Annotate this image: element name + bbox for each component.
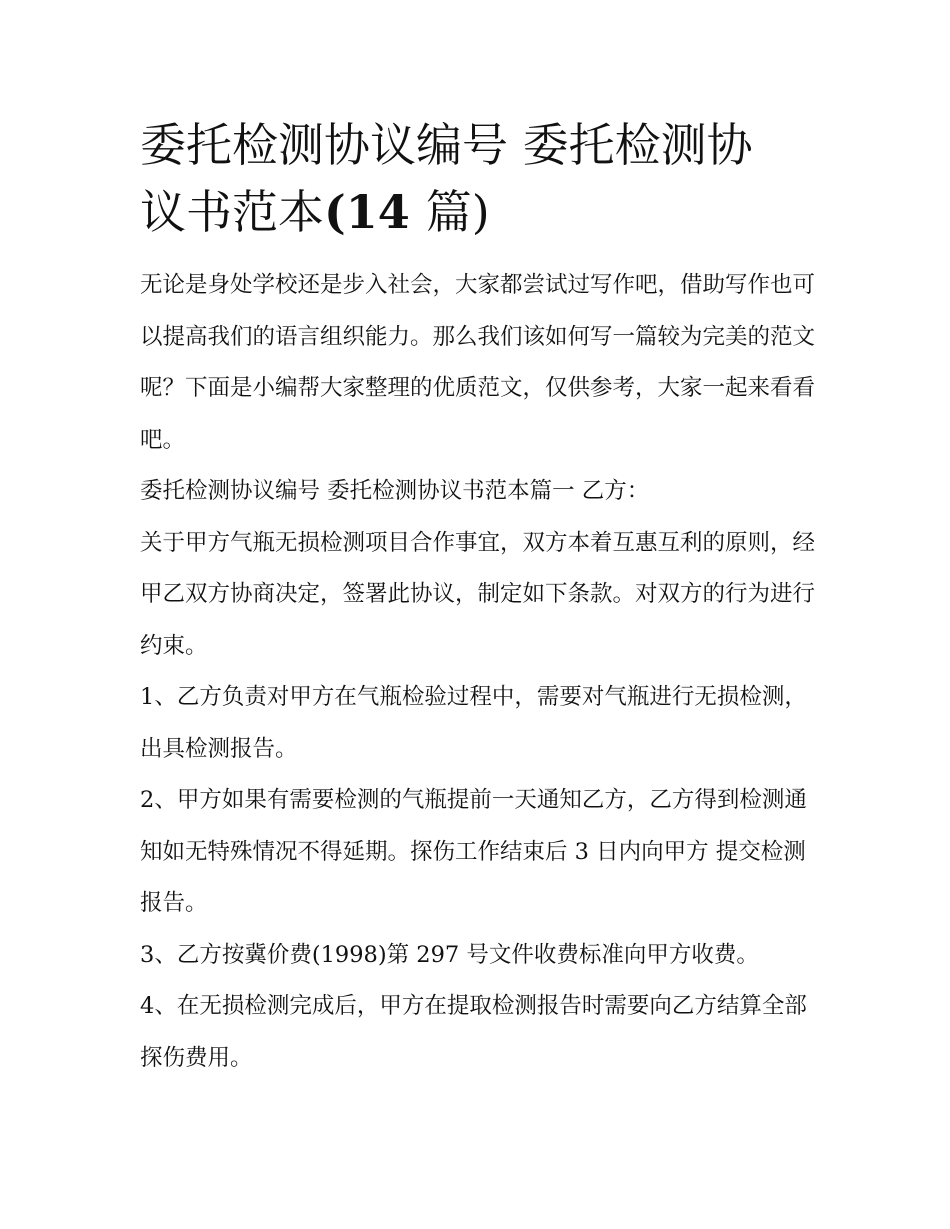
agreement-paragraph: 关于甲方气瓶无损检测项目合作事宜，双方本着互惠互利的原则，经甲乙双方协商决定，签署此协议，制定如下条款。对双方的行为进行约束。 [140, 529, 816, 659]
clause-3: 3、乙方按冀价费(1998)第 297 号文件收费标准向甲方收费。 [140, 941, 759, 968]
title-line-2-start: 议书范本 [140, 185, 324, 239]
intro-paragraph: 无论是身处学校还是步入社会，大家都尝试过写作吧，借助写作也可以提高我们的语言组织能力。那么我们该如何写一篇较为完美的范文呢？下面是小编帮大家整理的优质范文，仅供参考，大家一起来看看吧。 [140, 272, 816, 453]
document-page [140, 112, 820, 1084]
title-line-2-count: (14 [324, 185, 426, 239]
title-line-1: 委托检测协议编号 委托检测协 [140, 118, 753, 172]
clause-4: 4、在无损检测完成后，甲方在提取检测报告时需要向乙方结算全部探伤费用。 [140, 993, 807, 1071]
title-line-2-end: 篇) [425, 185, 490, 239]
section-heading: 委托检测协议编号 委托检测协议书范本篇一 乙方： [140, 478, 650, 504]
clause-1: 1、乙方负责对甲方在气瓶检验过程中，需要对气瓶进行无损检测，出具检测报告。 [140, 684, 807, 762]
document-title [140, 112, 820, 246]
clause-2: 2、甲方如果有需要检测的气瓶提前一天通知乙方，乙方得到检测通知如无特殊情况不得延期。探伤工作结束后 3 日内向甲方 提交检测报告。 [140, 787, 807, 916]
